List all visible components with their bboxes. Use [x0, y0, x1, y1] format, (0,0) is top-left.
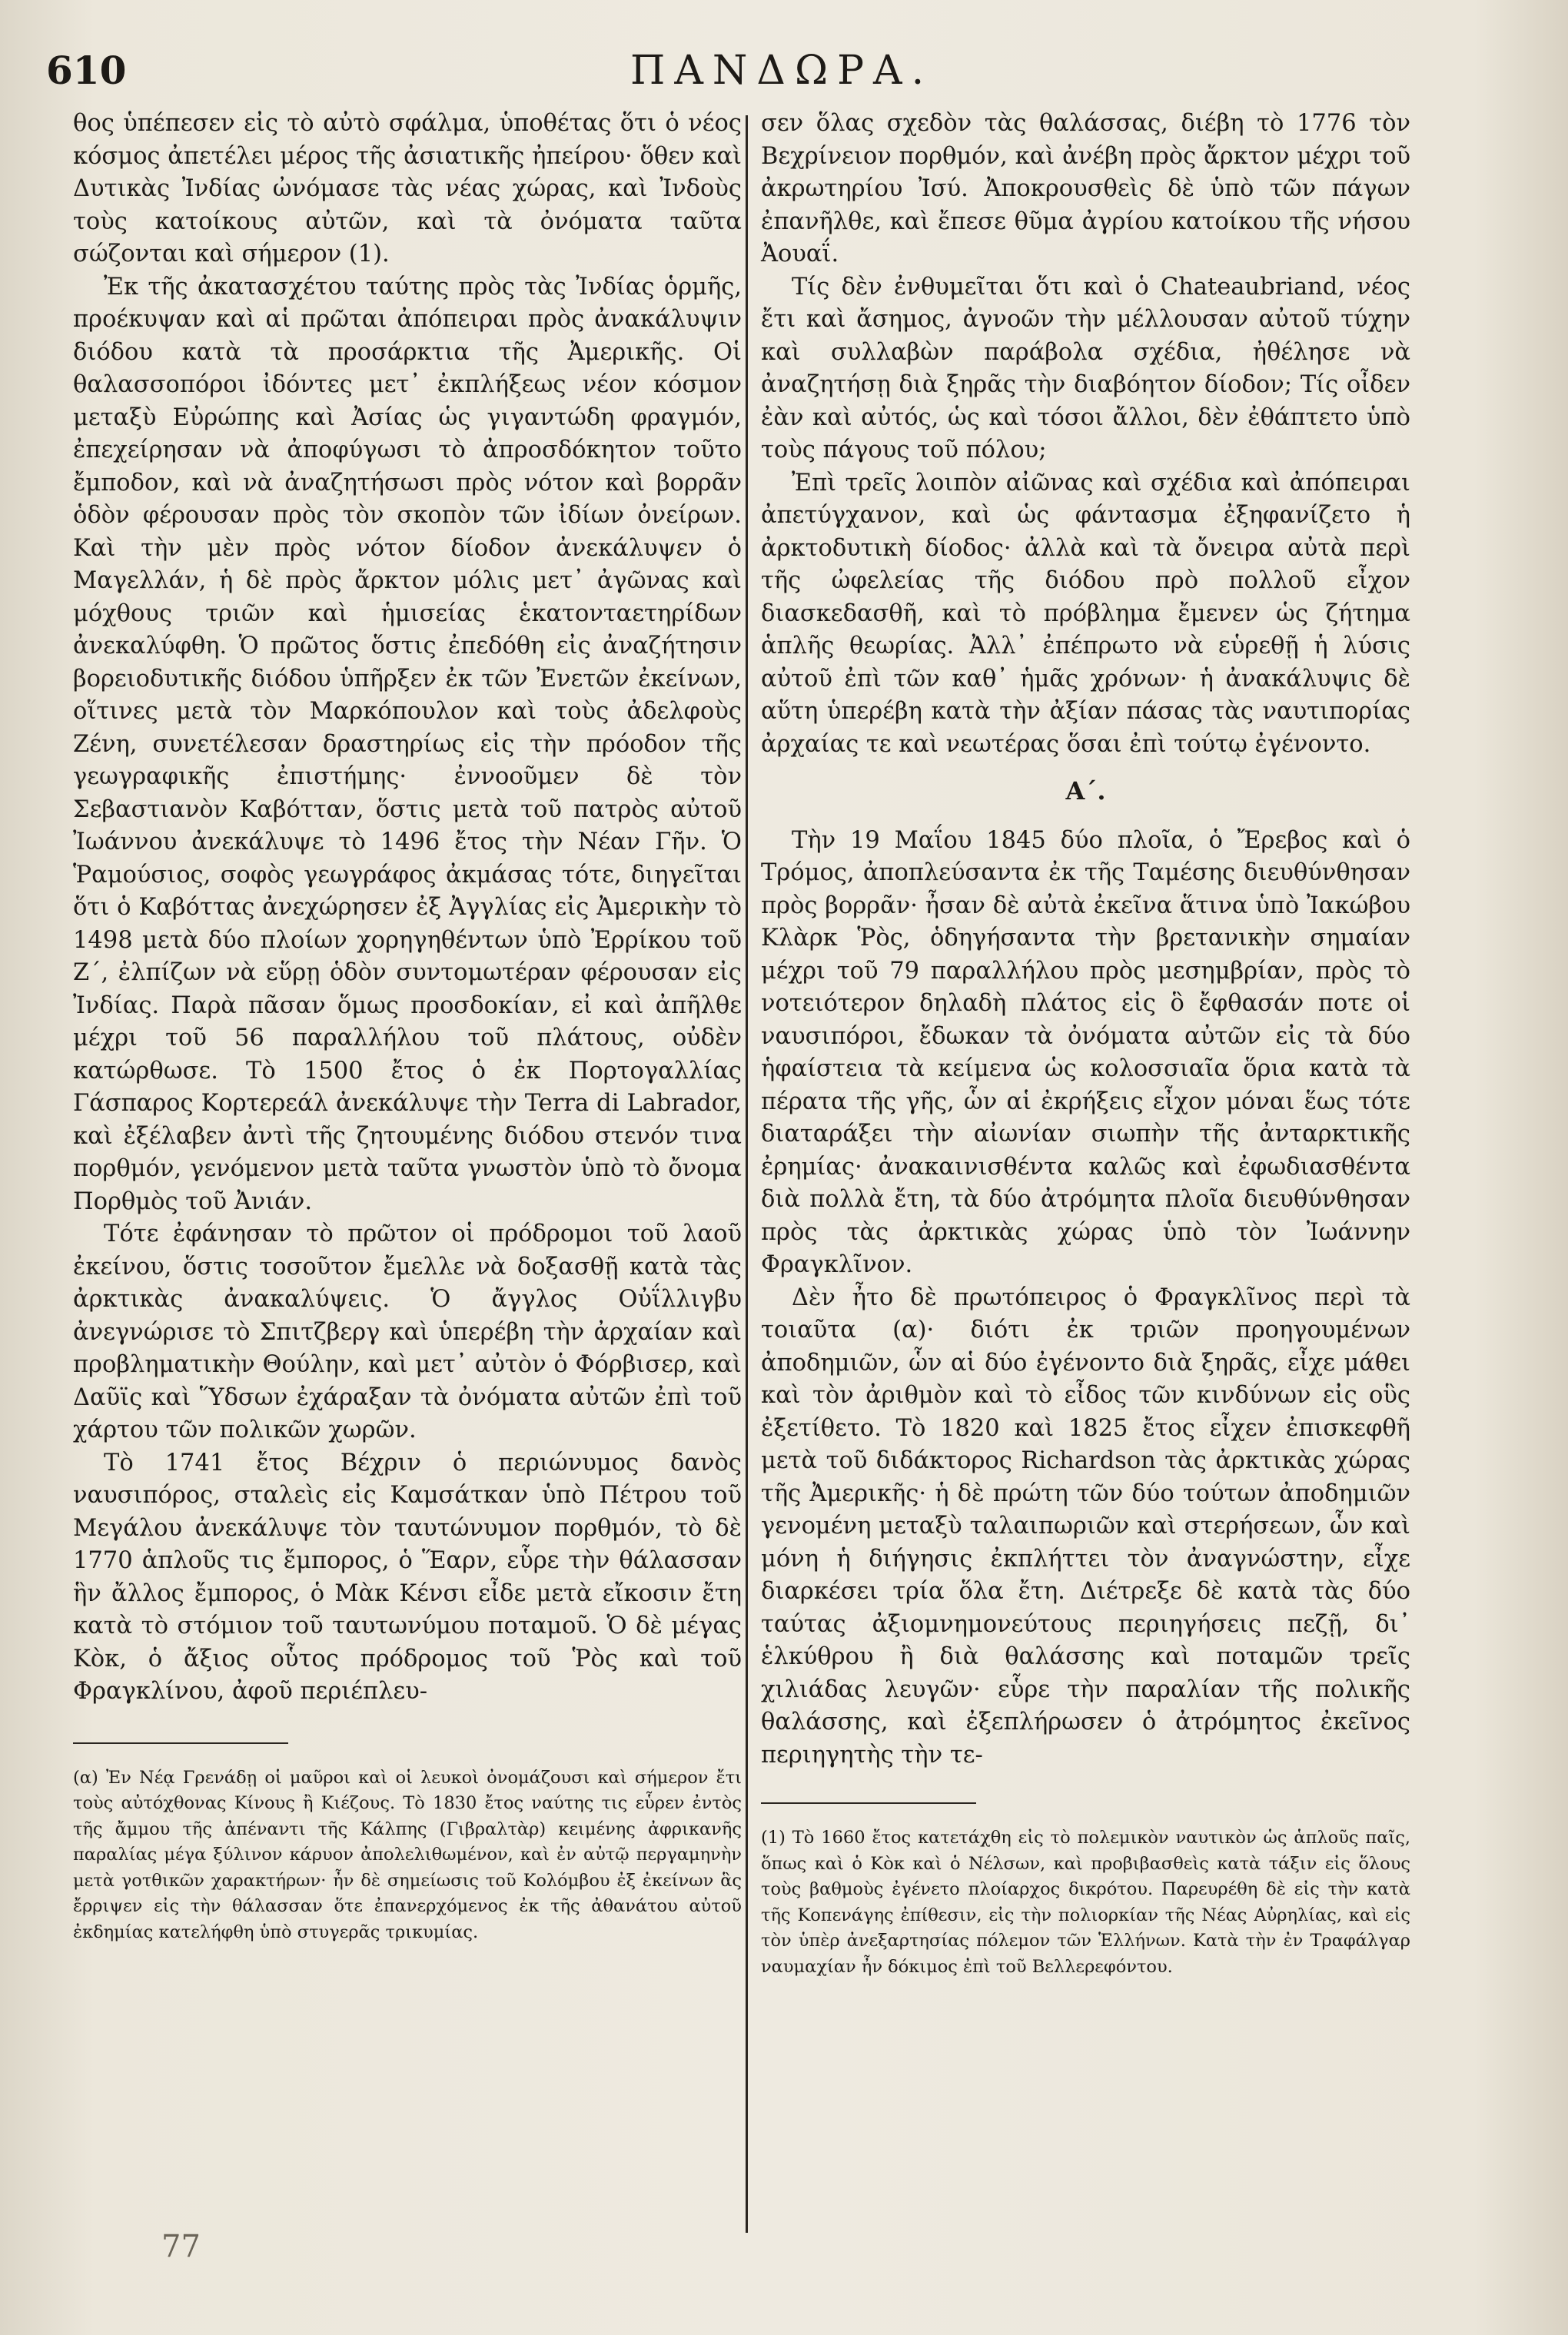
paragraph: σεν ὅλας σχεδὸν τὰς θαλάσσας, διέβη τὸ 1776 τὸν Βεχρίνειον πορθμόν, καὶ ἀνέβη πρὸς ἄρκτον μέχρι τοῦ ἀκρωτηρίου Ἰσύ. Ἀποκρουσθεὶς δὲ ὑπὸ τῶν πάγων ἐπανῆλθε, καὶ ἔπεσε θῦμα ἀγρίου κατοίκου τῆς νήσου Ἀουαΐ. [761, 110, 1410, 267]
page-header [46, 48, 1453, 109]
footnote-rule [73, 1742, 288, 1744]
column-divider [746, 115, 748, 2233]
paragraph: Τίς δὲν ἐνθυμεῖται ὅτι καὶ ὁ Chateaubriand, νέος ἔτι καὶ ἄσημος, ἀγνοῶν τὴν μέλλουσαν αὐτοῦ τύχην καὶ συλλαβὼν παράβολα σχέδια, ἠθέλησε νὰ ἀναζητήσῃ διὰ ξηρᾶς τὴν διαβόητον δίοδον; Τίς οἶδεν ἐὰν καὶ αὐτός, ὡς καὶ τόσοι ἄλλοι, δὲν ἐθάπτετο ὑπὸ τοὺς πάγους τοῦ πόλου; [761, 273, 1410, 463]
footnote-text: (1) Τὸ 1660 ἔτος κατετάχθη εἰς τὸ πολεμικὸν ναυτικὸν ὡς ἁπλοῦς παῖς, ὅπως καὶ ὁ Κὸκ καὶ ὁ Νέλσων, καὶ προβιβασθεὶς κατὰ τάξιν εἰς ὅλους τοὺς βαθμοὺς ἐγένετο πλοίαρχος δικρότου. Παρευρέθη δὲ εἰς τὴν κατὰ τῆς Κοπενάγης ἐπίθεσιν, εἰς τὴν πολιορκίαν τῆς Νέας Αὐρηλίας, καὶ εἰς τὸν ὑπὲρ ἀνεξαρτησίας πόλεμον τῶν Ἑλλήνων. Κατὰ τὴν ἐν Τραφάλγαρ ναυμαχίαν ἦν δόκιμος ἐπὶ τοῦ Βελλερεφόντου. [761, 1828, 1410, 1977]
paragraph: Τὸ 1741 ἔτος Βέχριν ὁ περιώνυμος δανὸς ναυσιπόρος, σταλεὶς εἰς Καμσάτκαν ὑπὸ Πέτρου τοῦ Μεγάλου ἀνεκάλυψε τὸν ταυτώνυμον πορθμόν, τὸ δὲ 1770 ἁπλοῦς τις ἔμπορος, ὁ Ἕαρν, εὗρε τὴν θάλασσαν ἣν ἄλλος ἔμπορος, ὁ Μὰκ Κένσι εἶδε μετὰ εἴκοσιν ἔτη κατὰ τὸ στόμιον τοῦ ταυτωνύμου ποταμοῦ. Ὁ δὲ μέγας Κὸκ, ὁ ἄξιος οὗτος πρόδρομος τοῦ Ῥὸς καὶ τοῦ Φραγκλίνου, ἀφοῦ περιέπλευ- [73, 1449, 742, 1705]
paragraph: θος ὑπέπεσεν εἰς τὸ αὐτὸ σφάλμα, ὑποθέτας ὅτι ὁ νέος κόσμος ἀπετέλει μέρος τῆς ἀσιατικῆς ἠπείρου· ὅθεν καὶ Δυτικὰς Ἰνδίας ὠνόμασε τὰς νέας χώρας, καὶ Ἰνδοὺς τοὺς κατοίκους αὐτῶν, καὶ τὰ ὀνόματα ταῦτα σώζονται καὶ σήμερον (1). [73, 110, 742, 267]
page-number: 610 [46, 48, 127, 93]
footnote-text: (α) Ἐν Νέᾳ Γρενάδῃ οἱ μαῦροι καὶ οἱ λευκοὶ ὀνομάζουσι καὶ σήμερον ἔτι τοὺς αὐτόχθονας Κίνους ἢ Κιέζους. Τὸ 1830 ἔτος ναύτης τις εὗρεν ἐντὸς τῆς ἄμμου τῆς ἀπέναντι τῆς Κάλπης (Γιβραλτὰρ) κειμένης ἀφρικανῆς παραλίας μέγα ξύλινον κάρυον ἀπολελιθωμένον, καὶ ἐν αὐτῷ περγαμηνὴν μετὰ γοτθικῶν χαρακτήρων· ἦν δὲ σημείωσις τοῦ Κολόμβου ἐξ ἐκείνων ἃς ἔρριψεν εἰς τὴν θάλασσαν ὅτε ἐπανερχόμενος ἐκ τῆς ἀθανάτου αὐτοῦ ἐκδημίας κατελήφθη ὑπὸ στυγερᾶς τρικυμίας. [73, 1767, 742, 1942]
right-column [761, 108, 1410, 1980]
bottom-mark: 77 [161, 2229, 201, 2264]
footnote [761, 1825, 1410, 1980]
footnote [73, 1765, 742, 1946]
section-marker: Α΄. [1065, 776, 1106, 805]
paragraph: Τότε ἐφάνησαν τὸ πρῶτον οἱ πρόδρομοι τοῦ λαοῦ ἐκείνου, ὅστις τοσοῦτον ἔμελλε νὰ δοξασθῇ κατὰ τὰς ἀρκτικὰς ἀνακαλύψεις. Ὁ ἄγγλος Οὐΐλλιγβυ ἀνεγνώρισε τὸ Σπιτζβεργ καὶ ὑπερέβη τὴν ἀρχαίαν καὶ προβληματικὴν Θούλην, καὶ μετ᾽ αὐτὸν ὁ Φόρβισερ, καὶ Δαῦϊς καὶ Ὕδσων ἐχάραξαν τὰ ὀνόματα αὐτῶν ἐπὶ τοῦ χάρτου τῶν πολικῶν χωρῶν. [73, 1221, 742, 1443]
footnote-rule [761, 1802, 976, 1804]
left-column [73, 108, 742, 1945]
running-title: ΠΑΝΔΩΡΑ. [630, 48, 934, 94]
paragraph: Ἐκ τῆς ἀκατασχέτου ταύτης πρὸς τὰς Ἰνδίας ὁρμῆς, προέκυψαν καὶ αἱ πρῶται ἀπόπειραι πρὸς ἀνακάλυψιν διόδου κατὰ τὰ προσάρκτια τῆς Ἀμερικῆς. Οἱ θαλασσοπόροι ἰδόντες μετ᾽ ἐκπλήξεως νέον κόσμον μεταξὺ Εὐρώπης καὶ Ἀσίας ὡς γιγαντώδη φραγμόν, ἐπεχείρησαν νὰ ἀποφύγωσι τὸ ἀπροσδόκητον τοῦτο ἔμποδον, καὶ νὰ ἀναζητήσωσι πρὸς νότον καὶ βορρᾶν ὁδὸν φέρουσαν πρὸς τὸν σκοπὸν τῶν ἰδίων ὀνείρων. Καὶ τὴν μὲν πρὸς νότον δίοδον ἀνεκάλυψεν ὁ Μαγελλάν, ἡ δὲ πρὸς ἄρκτον μόλις μετ᾽ ἀγῶνας καὶ μόχθους τριῶν καὶ ἡμισείας ἑκατονταετηρίδων ἀνεκαλύφθη. Ὁ πρῶτος ὅστις ἐπεδόθη εἰς ἀναζήτησιν βορειοδυτικῆς διόδου ὑπῆρξεν ἐκ τῶν Ἐνετῶν ἐκείνων, οἵτινες μετὰ τὸν Μαρκόπουλον καὶ τοὺς ἀδελφοὺς Ζένη, συνετέλεσαν δραστηρίως εἰς τὴν πρόοδον τῆς γεωγραφικῆς ἐπιστήμης· ἐννοοῦμεν δὲ τὸν Σεβαστιανὸν Καβότταν, ὅστις μετὰ τοῦ πατρὸς αὐτοῦ Ἰωάννου ἀνεκάλυψε τὸ 1496 ἔτος τὴν Νέαν Γῆν. Ὁ Ῥαμούσιος, σοφὸς γεωγράφος ἀκμάσας τότε, διηγεῖται ὅτι ὁ Καβόττας ἀνεχώρησεν ἐξ Ἀγγλίας εἰς Ἀμερικὴν τὸ 1498 μετὰ δύο πλοίων χορηγηθέντων ὑπὸ Ἐρρίκου τοῦ Ζ΄, ἐλπίζων νὰ εὕρῃ ὁδὸν συντομωτέραν φέρουσαν εἰς Ἰνδίας. Παρὰ πᾶσαν ὅμως προσδοκίαν, εἰ καὶ ἀπῆλθε μέχρι τοῦ 56 παραλλήλου τοῦ πλάτους, οὐδὲν κατώρθωσε. Τὸ 1500 ἔτος ὁ ἐκ Πορτογαλλίας Γάσπαρος Κορτερεάλ ἀνεκάλυψε τὴν Terra di Labrador, καὶ ἐξέλαβεν ἀντὶ τῆς ζητουμένης διόδου στενόν τινα πορθμόν, γενόμενον μετὰ ταῦτα γνωστὸν ὑπὸ τὸ ὄνομα Πορθμὸς τοῦ Ἀνιάν. [73, 273, 742, 1215]
paragraph: Τὴν 19 Μαΐου 1845 δύο πλοῖα, ὁ Ἔρεβος καὶ ὁ Τρόμος, ἀποπλεύσαντα ἐκ τῆς Ταμέσης διευθύνθησαν πρὸς βορρᾶν· ἦσαν δὲ αὐτὰ ἐκεῖνα ἅτινα ὑπὸ Ἰακώβου Κλὰρκ Ῥὸς, ὁδηγήσαντα τὴν βρετανικὴν σημαίαν μέχρι τοῦ 79 παραλλήλου πρὸς μεσημβρίαν, πρὸς τὸ νοτειότερον δηλαδὴ πλάτος εἰς ὃ ἔφθασάν ποτε οἱ ναυσιπόροι, ἔδωκαν τὰ ὀνόματα αὐτῶν εἰς τὰ δύο ἡφαίστεια τὰ κείμενα ὡς κολοσσιαῖα ὅρια κατὰ τὰ πέρατα τῆς γῆς, ὧν αἱ ἐκρήξεις εἶχον μόναι ἕως τότε διαταράξει τὴν αἰωνίαν σιωπὴν τῆς ἀνταρκτικῆς ἐρημίας· ἀνακαινισθέντα καλῶς καὶ ἐφωδιασθέντα διὰ πολλὰ ἔτη, τὰ δύο ἀτρόμητα πλοῖα διευθύνθησαν πρὸς τὰς ἀρκτικὰς χώρας ὑπὸ τὸν Ἰωάννην Φραγκλῖνον. [761, 826, 1410, 1278]
paragraph: Ἐπὶ τρεῖς λοιπὸν αἰῶνας καὶ σχέδια καὶ ἀπόπειραι ἀπετύγχανον, καὶ ὡς φάντασμα ἐξηφανίζετο ἡ ἀρκτοδυτικὴ δίοδος· ἀλλὰ καὶ τὰ ὄνειρα αὐτὰ περὶ τῆς ὠφελείας τῆς διόδου πρὸ πολλοῦ εἶχον διασκεδασθῆ, καὶ τὸ πρόβλημα ἔμενεν ὡς ζήτημα ἁπλῆς θεωρίας. Ἀλλ᾽ ἐπέπρωτο νὰ εὑρεθῇ ἡ λύσις αὐτοῦ ἐπὶ τῶν καθ᾽ ἡμᾶς χρόνων· ἡ ἀνακάλυψις δὲ αὕτη ὑπερέβη κατὰ τὴν ἀξίαν πάσας τὰς ναυτιπορίας ἀρχαίας τε καὶ νεωτέρας ὅσαι ἐπὶ τούτῳ ἐγένοντο. [761, 469, 1410, 758]
paragraph: Δὲν ἦτο δὲ πρωτόπειρος ὁ Φραγκλῖνος περὶ τὰ τοιαῦτα (α)· διότι ἐκ τριῶν προηγουμένων ἀποδημιῶν, ὧν αἱ δύο ἐγένοντο διὰ ξηρᾶς, εἶχε μάθει καὶ τὸν ἀριθμὸν καὶ τὸ εἶδος τῶν κινδύνων εἰς οὓς ἐξετίθετο. Τὸ 1820 καὶ 1825 ἔτος εἶχεν ἐπισκεφθῆ μετὰ τοῦ διδάκτορος Richardson τὰς ἀρκτικὰς χώρας τῆς Ἀμερικῆς· ἡ δὲ πρώτη τῶν δύο τούτων ἀποδημιῶν γενομένη μεταξὺ ταλαιπωριῶν καὶ στερήσεων, ὧν καὶ μόνη ἡ διήγησις ἐκπλήττει τὸν ἀναγνώστην, εἶχε διαρκέσει τρία ὅλα ἔτη. Διέτρεξε δὲ κατὰ τὰς δύο ταύτας ἀξιομνημονεύτους περιηγήσεις πεζῇ, δι᾽ ἑλκύθρου ἢ διὰ θαλάσσης καὶ ποταμῶν τρεῖς χιλιάδας λευγῶν· εὗρε τὴν παραλίαν τῆς πολικῆς θαλάσσης, καὶ ἐξεπλήρωσεν ὁ ἀτρόμητος ἐκεῖνος περιηγητὴς τὴν τε- [761, 1284, 1410, 1769]
